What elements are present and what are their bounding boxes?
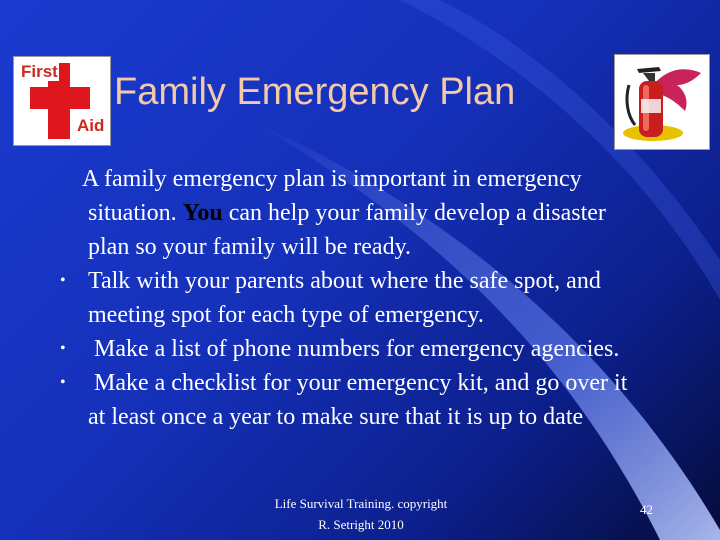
bullet-text: Talk with your parents about where the safe spot, and meeting spot for each type of emergency. bbox=[88, 268, 601, 328]
bullet-item bbox=[60, 366, 648, 434]
intro-paragraph bbox=[82, 162, 648, 264]
intro-emphasis: You bbox=[182, 200, 223, 226]
intro-text-start: A family emergency plan is important in emergency situation. bbox=[82, 166, 582, 226]
logo-text-aid: Aid bbox=[77, 116, 105, 135]
slide-body bbox=[60, 162, 648, 434]
red-cross-horizontal bbox=[30, 87, 90, 109]
intro-text-end: can help your family develop a disaster plan so your family will be ready. bbox=[88, 200, 606, 260]
bullet-item bbox=[60, 264, 648, 332]
bullet-marker: • bbox=[60, 272, 66, 289]
bullet-text: Make a list of phone numbers for emergency agencies. bbox=[88, 336, 620, 362]
credit-line-2: R. Setright 2010 bbox=[318, 517, 404, 532]
bullet-item bbox=[60, 332, 648, 366]
bullet-text: Make a checklist for your emergency kit, and go over it at least once a year to make sure that it is up to date bbox=[88, 370, 634, 430]
page-number: 42 bbox=[640, 502, 653, 517]
copyright-credit bbox=[266, 493, 456, 535]
credit-line-1: Life Survival Training. copyright bbox=[274, 496, 448, 511]
fire-extinguisher-icon bbox=[614, 54, 710, 150]
bullet-marker: • bbox=[60, 340, 66, 357]
first-aid-logo bbox=[13, 56, 111, 146]
slide-title: Family Emergency Plan bbox=[114, 71, 516, 113]
bullet-marker: • bbox=[60, 374, 66, 391]
logo-text-first: First bbox=[21, 62, 58, 81]
